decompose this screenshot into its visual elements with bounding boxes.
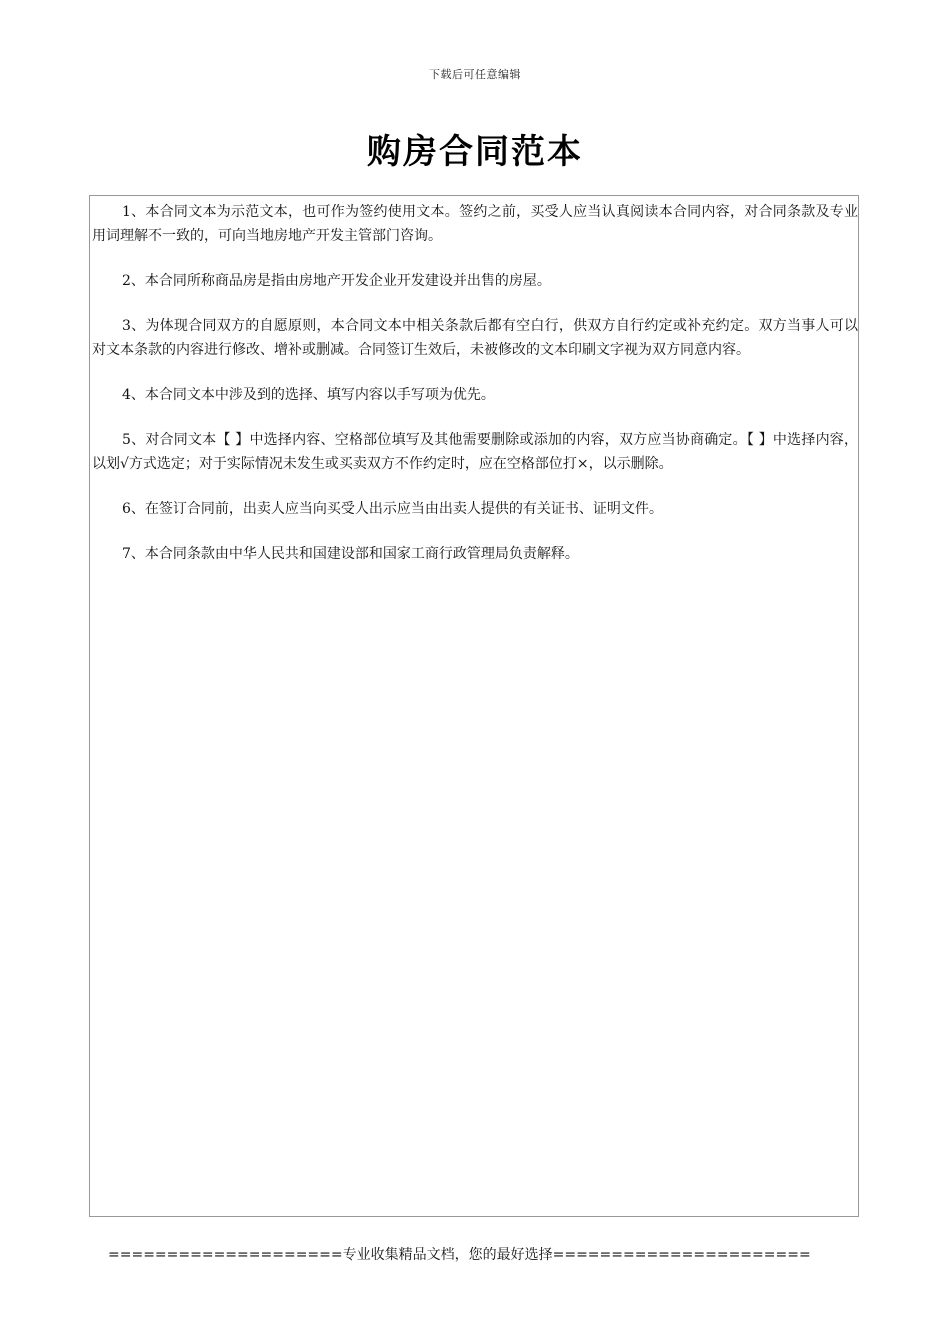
instruction-item-5: 5、对合同文本【 】中选择内容、空格部位填写及其他需要删除或添加的内容，双方应当协商确定。【 】中选择内容，以划√方式选定；对于实际情况未发生或买卖双方不作约定时，应在空格部位打×，以示删除。 <box>92 432 858 472</box>
instruction-item-6: 6、在签订合同前，出卖人应当向买受人出示应当由出卖人提供的有关证书、证明文件。 <box>122 501 663 517</box>
instruction-item-3: 3、为体现合同双方的自愿原则，本合同文本中相关条款后都有空白行，供双方自行约定或补充约定。双方当事人可以对文本条款的内容进行修改、增补或删减。合同签订生效后，未被修改的文本印刷文字视为双方同意内容。 <box>92 318 858 358</box>
document-title: 购房合同范本 <box>367 132 583 172</box>
instructions-box <box>89 195 859 1217</box>
header-note: 下载后可任意编辑 <box>429 68 521 81</box>
instruction-item-1: 1、本合同文本为示范文本，也可作为签约使用文本。签约之前，买受人应当认真阅读本合同内容，对合同条款及专业用词理解不一致的，可向当地房地产开发主管部门咨询。 <box>92 204 858 244</box>
footer-note: ====================专业收集精品文档，您的最好选择====================== <box>108 1247 811 1263</box>
instruction-item-7: 7、本合同条款由中华人民共和国建设部和国家工商行政管理局负责解释。 <box>122 546 579 562</box>
instruction-item-4: 4、本合同文本中涉及到的选择、填写内容以手写项为优先。 <box>122 387 495 403</box>
instruction-item-2: 2、本合同所称商品房是指由房地产开发企业开发建设并出售的房屋。 <box>122 273 551 289</box>
